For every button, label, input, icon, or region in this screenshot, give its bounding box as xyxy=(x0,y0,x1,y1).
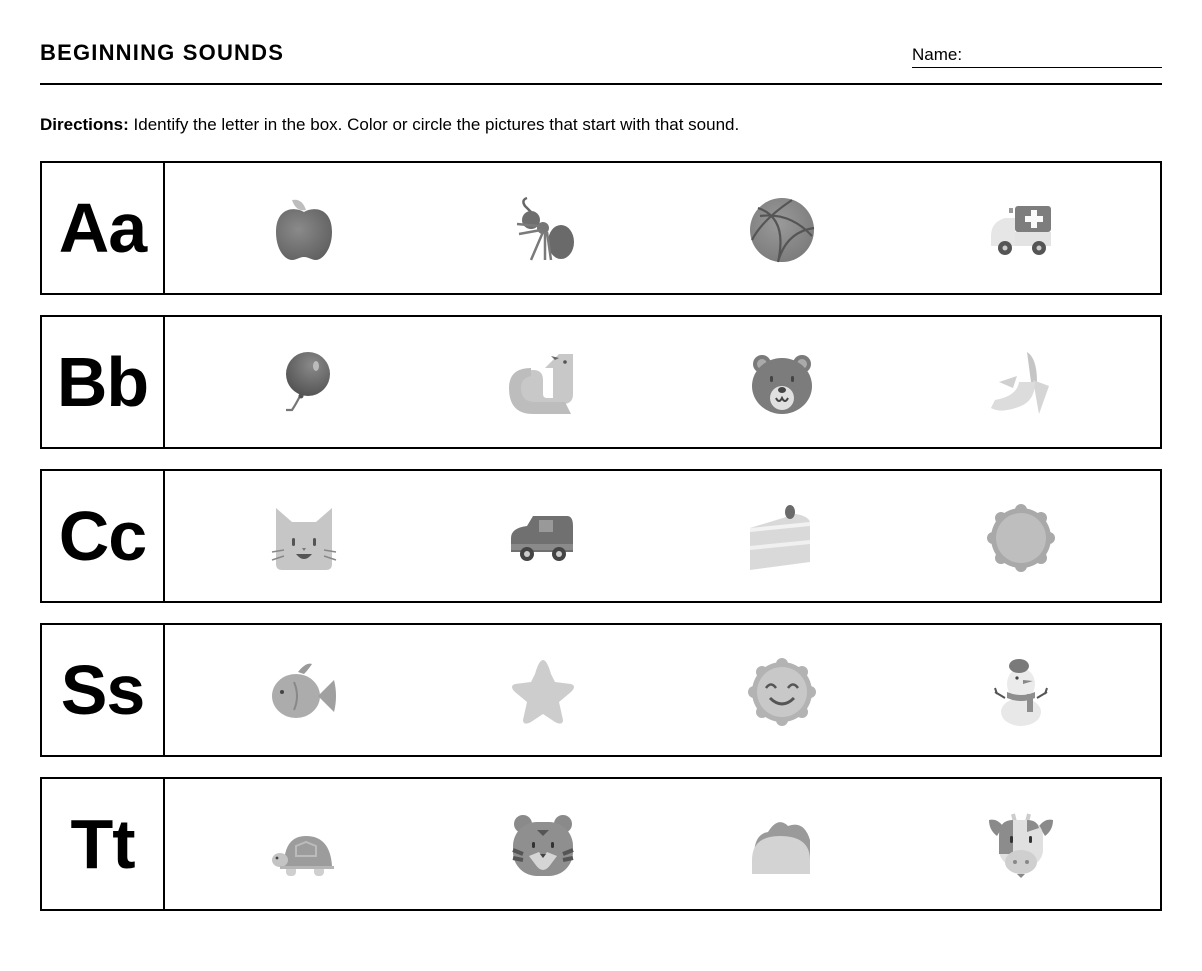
banana-icon xyxy=(987,350,1055,418)
picture-taco[interactable] xyxy=(748,812,816,880)
apple-icon xyxy=(270,196,338,264)
taco-icon xyxy=(748,812,816,880)
fish-icon xyxy=(270,658,338,726)
smiling-sun-icon xyxy=(748,658,816,726)
basketball-icon xyxy=(748,196,816,264)
picture-ambulance[interactable] xyxy=(987,196,1055,264)
ant-icon xyxy=(509,196,577,264)
pictures-area xyxy=(165,779,1160,909)
picture-turtle[interactable] xyxy=(270,812,338,880)
pictures-area xyxy=(165,471,1160,601)
cow-icon xyxy=(987,812,1055,880)
picture-ant[interactable] xyxy=(509,196,577,264)
letter-box: Ss xyxy=(42,625,165,755)
snake-icon xyxy=(509,350,577,418)
sun-icon xyxy=(987,504,1055,572)
star-icon xyxy=(509,658,577,726)
picture-balloon[interactable] xyxy=(270,350,338,418)
cat-icon xyxy=(270,504,338,572)
picture-star[interactable] xyxy=(509,658,577,726)
letter-row-b xyxy=(40,315,1162,449)
letter-box: Bb xyxy=(42,317,165,447)
letter-box: Aa xyxy=(42,163,165,293)
letter-box: Tt xyxy=(42,779,165,909)
directions-label: Directions: xyxy=(40,115,129,134)
picture-cake[interactable] xyxy=(748,504,816,572)
picture-snake[interactable] xyxy=(509,350,577,418)
cake-icon xyxy=(748,504,816,572)
picture-banana[interactable] xyxy=(987,350,1055,418)
worksheet-header xyxy=(40,38,1162,85)
name-field[interactable]: Name: xyxy=(912,46,1162,68)
pictures-area xyxy=(165,625,1160,755)
picture-sun[interactable] xyxy=(987,504,1055,572)
picture-cat[interactable] xyxy=(270,504,338,572)
letter-row-c xyxy=(40,469,1162,603)
letter-row-s xyxy=(40,623,1162,757)
balloon-icon xyxy=(270,350,338,418)
picture-apple[interactable] xyxy=(270,196,338,264)
picture-cow[interactable] xyxy=(987,812,1055,880)
picture-basketball[interactable] xyxy=(748,196,816,264)
letter-box: Cc xyxy=(42,471,165,601)
turtle-icon xyxy=(270,812,338,880)
tiger-icon xyxy=(509,812,577,880)
snowman-icon xyxy=(987,658,1055,726)
letter-row-t xyxy=(40,777,1162,911)
ambulance-icon xyxy=(987,196,1055,264)
car-icon xyxy=(509,504,577,572)
picture-car[interactable] xyxy=(509,504,577,572)
picture-bear[interactable] xyxy=(748,350,816,418)
pictures-area xyxy=(165,317,1160,447)
bear-icon xyxy=(748,350,816,418)
picture-tiger[interactable] xyxy=(509,812,577,880)
letter-row-a xyxy=(40,161,1162,295)
pictures-area xyxy=(165,163,1160,293)
worksheet-title: BEGINNING SOUNDS xyxy=(40,40,285,65)
picture-smiling-sun[interactable] xyxy=(748,658,816,726)
directions-text: Identify the letter in the box. Color or circle the pictures that start with that sound. xyxy=(128,115,740,134)
directions xyxy=(40,115,739,135)
picture-fish[interactable] xyxy=(270,658,338,726)
picture-snowman[interactable] xyxy=(987,658,1055,726)
